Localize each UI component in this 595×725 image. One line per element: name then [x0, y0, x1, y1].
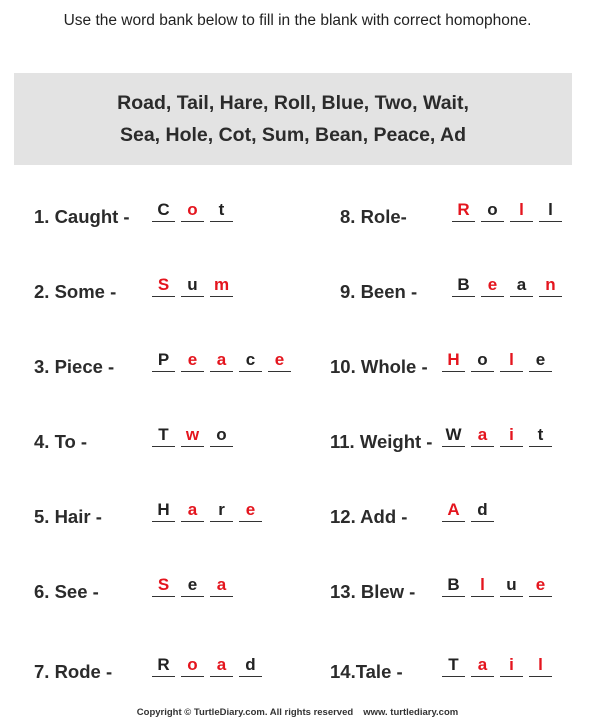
given-letter: c: [239, 350, 262, 372]
exercise-item: [330, 423, 580, 453]
given-letter: P: [152, 350, 175, 372]
filled-letter-blank[interactable]: S: [152, 275, 175, 297]
given-letter: o: [210, 425, 233, 447]
exercise-label: 10. Whole -: [330, 356, 428, 377]
answer-blanks: [152, 655, 262, 677]
answer-blanks: [152, 425, 233, 447]
answer-blanks: [152, 275, 233, 297]
exercise-label: 3. Piece -: [34, 356, 115, 377]
exercise-item: [34, 423, 284, 453]
given-letter: T: [152, 425, 175, 447]
word-bank-line-2: Sea, Hole, Cot, Sum, Bean, Peace, Ad: [119, 124, 467, 146]
given-letter: d: [471, 500, 494, 522]
filled-letter-blank[interactable]: e: [481, 275, 504, 297]
exercise-item: [330, 348, 580, 378]
given-letter: e: [181, 575, 204, 597]
given-letter: C: [152, 200, 175, 222]
exercise-label: 9. Been -: [340, 281, 418, 302]
exercise-item: [34, 498, 284, 528]
answer-blanks: [152, 500, 262, 522]
given-letter: t: [529, 425, 552, 447]
exercise-label: 6. See -: [34, 581, 99, 602]
filled-letter-blank[interactable]: e: [268, 350, 291, 372]
exercise-item: [34, 198, 284, 228]
filled-letter-blank[interactable]: S: [152, 575, 175, 597]
exercise-item: [330, 653, 580, 683]
word-bank: [14, 73, 572, 165]
filled-letter-blank[interactable]: a: [471, 425, 494, 447]
answer-blanks: [442, 350, 552, 372]
given-letter: u: [500, 575, 523, 597]
filled-letter-blank[interactable]: i: [500, 655, 523, 677]
filled-letter-blank[interactable]: o: [181, 200, 204, 222]
answer-blanks: [442, 655, 552, 677]
given-letter: t: [210, 200, 233, 222]
exercise-label: 1. Caught -: [34, 206, 130, 227]
exercise-item: [340, 273, 590, 303]
given-letter: R: [152, 655, 175, 677]
filled-letter-blank[interactable]: i: [500, 425, 523, 447]
filled-letter-blank[interactable]: a: [210, 575, 233, 597]
exercise-item: [34, 273, 284, 303]
exercise-label: 8. Role-: [340, 206, 407, 227]
exercise-item: [330, 573, 580, 603]
footer: [0, 707, 595, 718]
exercise-item: [34, 653, 284, 683]
filled-letter-blank[interactable]: e: [181, 350, 204, 372]
filled-letter-blank[interactable]: a: [181, 500, 204, 522]
instructions: Use the word bank below to fill in the blank with correct homophone.: [63, 12, 532, 29]
filled-letter-blank[interactable]: A: [442, 500, 465, 522]
answer-blanks: [152, 575, 233, 597]
exercise-item: [34, 348, 284, 378]
answer-blanks: [152, 200, 233, 222]
filled-letter-blank[interactable]: o: [181, 655, 204, 677]
filled-letter-blank[interactable]: e: [239, 500, 262, 522]
answer-blanks: [452, 200, 562, 222]
given-letter: B: [442, 575, 465, 597]
exercise-label: 5. Hair -: [34, 506, 102, 527]
filled-letter-blank[interactable]: w: [181, 425, 204, 447]
filled-letter-blank[interactable]: n: [539, 275, 562, 297]
exercise-label: 2. Some -: [34, 281, 117, 302]
exercise-label: 13. Blew -: [330, 581, 416, 602]
filled-letter-blank[interactable]: R: [452, 200, 475, 222]
filled-letter-blank[interactable]: l: [471, 575, 494, 597]
filled-letter-blank[interactable]: e: [529, 575, 552, 597]
given-letter: W: [442, 425, 465, 447]
exercise-label: 4. To -: [34, 431, 88, 452]
filled-letter-blank[interactable]: a: [210, 655, 233, 677]
given-letter: o: [481, 200, 504, 222]
exercise-item: [330, 498, 580, 528]
filled-letter-blank[interactable]: m: [210, 275, 233, 297]
given-letter: e: [529, 350, 552, 372]
filled-letter-blank[interactable]: H: [442, 350, 465, 372]
given-letter: l: [539, 200, 562, 222]
given-letter: r: [210, 500, 233, 522]
given-letter: H: [152, 500, 175, 522]
answer-blanks: [152, 350, 291, 372]
exercise-label: 12. Add -: [330, 506, 408, 527]
exercise-item: [340, 198, 590, 228]
given-letter: a: [510, 275, 533, 297]
website-link[interactable]: www. turtlediary.com: [363, 707, 459, 718]
given-letter: T: [442, 655, 465, 677]
answer-blanks: [442, 500, 494, 522]
answer-blanks: [442, 425, 552, 447]
exercise-label: 11. Weight -: [330, 431, 433, 452]
given-letter: B: [452, 275, 475, 297]
answer-blanks: [442, 575, 552, 597]
filled-letter-blank[interactable]: l: [510, 200, 533, 222]
given-letter: u: [181, 275, 204, 297]
given-letter: d: [239, 655, 262, 677]
exercise-label: 7. Rode -: [34, 661, 113, 682]
copyright-text: Copyright © TurtleDiary.com. All rights reserved: [136, 707, 354, 718]
answer-blanks: [452, 275, 562, 297]
filled-letter-blank[interactable]: l: [529, 655, 552, 677]
given-letter: o: [471, 350, 494, 372]
word-bank-line-1: Road, Tail, Hare, Roll, Blue, Two, Wait,: [117, 92, 469, 114]
filled-letter-blank[interactable]: l: [500, 350, 523, 372]
filled-letter-blank[interactable]: a: [471, 655, 494, 677]
filled-letter-blank[interactable]: a: [210, 350, 233, 372]
exercise-label: 14.Tale -: [330, 661, 403, 682]
exercise-item: [34, 573, 284, 603]
